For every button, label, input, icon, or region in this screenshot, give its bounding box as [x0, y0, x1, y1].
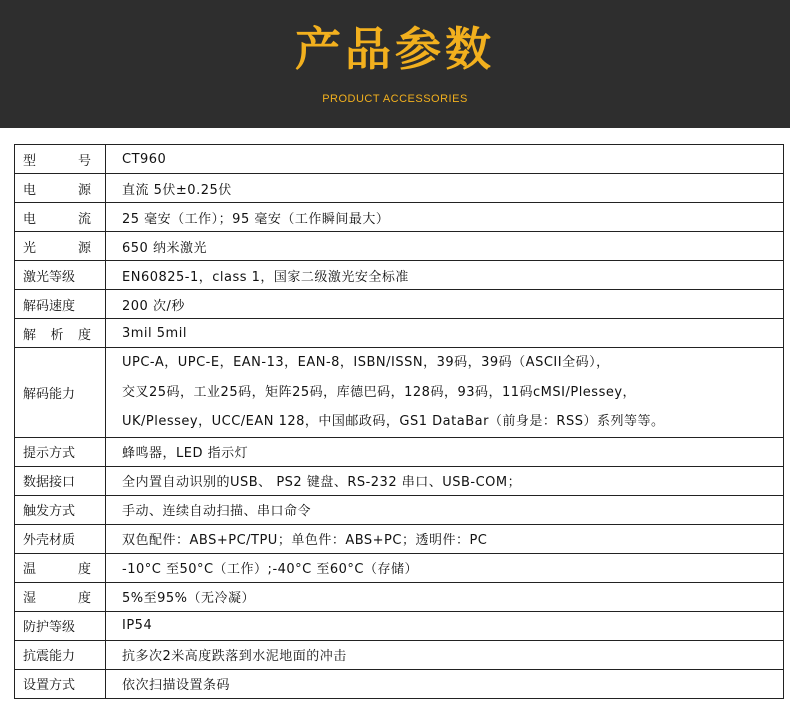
spec-value-cell	[106, 203, 784, 232]
spec-label-cell	[15, 319, 106, 348]
spec-row	[15, 524, 784, 553]
spec-label: 防护等级	[23, 620, 76, 635]
spec-label: 数据接口	[23, 475, 76, 490]
spec-row	[15, 174, 784, 203]
spec-value: CT960	[122, 151, 167, 167]
spec-label-cell	[15, 348, 106, 438]
page-subtitle: PRODUCT ACCESSORIES	[322, 93, 468, 105]
spec-label-cell	[15, 553, 106, 582]
spec-value-cell	[106, 437, 784, 466]
spec-row	[15, 669, 784, 698]
spec-value: UPC-A，UPC-E，EAN-13，EAN-8，ISBN/ISSN，39码，39码（ASCII全码），	[122, 355, 610, 370]
spec-row	[15, 466, 784, 495]
spec-label-cell	[15, 203, 106, 232]
spec-value-cell	[106, 319, 784, 348]
spec-value-cell	[106, 232, 784, 261]
spec-row	[15, 611, 784, 640]
spec-label: 电 流	[23, 211, 91, 227]
spec-label: 解码速度	[23, 298, 76, 314]
spec-value: 手动、连续自动扫描、串口命令	[122, 504, 312, 519]
spec-value: 200 次/秒	[122, 298, 185, 314]
spec-label-cell	[15, 524, 106, 553]
spec-label-cell	[15, 640, 106, 669]
spec-label: 提示方式	[23, 446, 76, 461]
spec-label: 湿 度	[23, 591, 91, 606]
spec-label-cell	[15, 145, 106, 174]
spec-label: 电 源	[23, 182, 91, 198]
spec-label: 温 度	[23, 562, 91, 577]
spec-value: EN60825-1，class 1，国家二级激光安全标准	[122, 269, 409, 285]
spec-row	[15, 582, 784, 611]
spec-label-cell	[15, 466, 106, 495]
spec-label: 激光等级	[23, 269, 76, 285]
spec-value-cell	[106, 348, 784, 438]
spec-label-cell	[15, 495, 106, 524]
spec-value-cell	[106, 290, 784, 319]
spec-label: 型 号	[23, 153, 91, 169]
spec-value-cell	[106, 669, 784, 698]
spec-row	[15, 232, 784, 261]
spec-value-cell	[106, 466, 784, 495]
spec-label-cell	[15, 669, 106, 698]
spec-label: 解 析 度	[23, 327, 91, 343]
spec-value: IP54	[122, 618, 153, 633]
spec-value: 3mil 5mil	[122, 325, 187, 341]
spec-value: 双色配件：ABS+PC/TPU；单色件：ABS+PC；透明件：PC	[122, 533, 488, 548]
spec-label: 设置方式	[23, 678, 76, 693]
spec-label-cell	[15, 582, 106, 611]
spec-value-cell	[106, 640, 784, 669]
spec-value: UK/Plessey，UCC/EAN 128，中国邮政码，GS1 DataBar（前身是：RSS）系列等等。	[122, 414, 665, 429]
spec-label-cell	[15, 290, 106, 319]
spec-label-cell	[15, 261, 106, 290]
spec-value: 直流 5伏±0.25伏	[122, 182, 232, 198]
spec-row	[15, 319, 784, 348]
spec-row	[15, 437, 784, 466]
spec-value: 5%至95%（无冷凝）	[122, 591, 256, 606]
spec-value-cell	[106, 174, 784, 203]
spec-value-cell	[106, 553, 784, 582]
spec-table	[14, 144, 784, 699]
spec-value-cell	[106, 582, 784, 611]
page-title: 产品参数	[295, 22, 495, 76]
spec-value: 650 纳米激光	[122, 240, 207, 256]
spec-value: 依次扫描设置条码	[122, 678, 231, 693]
spec-value-cell	[106, 611, 784, 640]
spec-label-cell	[15, 232, 106, 261]
spec-row	[15, 495, 784, 524]
spec-row	[15, 261, 784, 290]
spec-value-cell	[106, 524, 784, 553]
spec-value: 交叉25码，工业25码，矩阵25码，库德巴码，128码，93码，11码cMSI/Plessey，	[122, 384, 637, 400]
spec-row	[15, 348, 784, 438]
spec-row	[15, 290, 784, 319]
page-header	[0, 0, 790, 128]
spec-label: 外壳材质	[23, 533, 76, 548]
spec-label-cell	[15, 437, 106, 466]
spec-value-cell	[106, 145, 784, 174]
spec-row	[15, 553, 784, 582]
spec-label-cell	[15, 611, 106, 640]
spec-value: 抗多次2米高度跌落到水泥地面的冲击	[122, 649, 347, 664]
spec-value: 25 毫安（工作）；95 毫安（工作瞬间最大）	[122, 211, 390, 227]
spec-value: 全内置自动识别的USB、 PS2 键盘、RS-232 串口、USB-COM；	[122, 475, 522, 490]
spec-value-cell	[106, 261, 784, 290]
spec-label: 抗震能力	[23, 649, 76, 664]
spec-row	[15, 145, 784, 174]
spec-label-cell	[15, 174, 106, 203]
spec-row	[15, 640, 784, 669]
spec-row	[15, 203, 784, 232]
spec-value: -10°C 至50°C（工作）;-40°C 至60°C（存储）	[122, 562, 419, 577]
spec-label: 光 源	[23, 240, 91, 256]
spec-label: 触发方式	[23, 504, 76, 519]
spec-label: 解码能力	[23, 386, 76, 402]
spec-value-cell	[106, 495, 784, 524]
spec-value: 蜂鸣器，LED 指示灯	[122, 446, 249, 461]
